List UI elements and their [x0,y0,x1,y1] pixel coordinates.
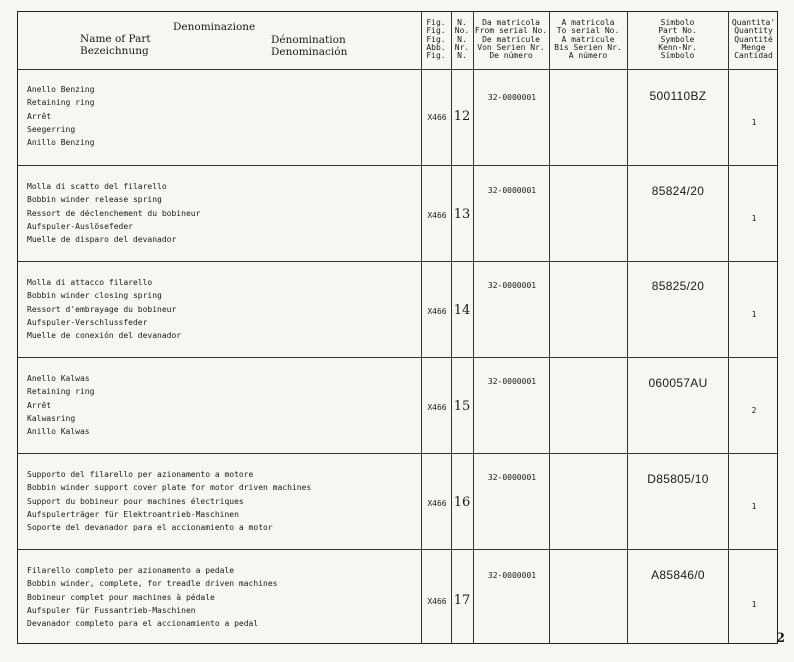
description-fr: Ressort d'embrayage du bobineur [27,304,177,314]
header-number: N. No. N. Nr. N. [454,18,470,61]
fig-ref: X466 [427,597,447,606]
item-number: 17 [453,593,471,608]
quantity: 1 [751,214,757,223]
description-it: Anello Benzing [27,85,95,94]
header-fig: Fig. Fig. Fig. Abb. Fig. [426,18,446,61]
description-de: Aufspulerträger für Elektroantrieb-Maschinen [27,509,239,519]
description-it: Molla di attacco filarello [27,278,153,287]
part-number: 060057AU [648,376,708,390]
part-description [27,83,94,149]
description-es: Muelle de disparo del devanador [27,235,177,245]
header-to-serial: A matricola To serial No. A matricule Bis Serien Nr. A número [554,18,622,61]
part-description [27,564,277,630]
page-number: 2 [776,631,786,646]
description-de: Aufspuler-Auslösefeder [27,221,133,231]
part-description [27,180,200,246]
description-en: Bobbin winder closing spring [27,291,162,301]
description-es: Anillo Kalwas [27,427,90,437]
header-title: Denominazione [173,21,256,33]
quantity: 1 [751,310,757,319]
description-it: Filarello completo per azionamento a pedale [27,566,235,575]
parts-table [17,11,778,644]
description-en: Retaining ring [27,387,95,397]
description-en: Bobbin winder support cover plate for motor driven machines [27,483,312,493]
item-number: 13 [453,207,471,222]
header-symbol: Simbolo Part No. Symbole Kenn-Nr. Símbolo [658,18,697,61]
quantity: 1 [751,600,757,609]
part-number: A85846/0 [651,568,705,582]
from-serial: 32-0000001 [487,93,537,102]
description-fr: Arrêt [27,111,52,121]
header-name-of-part: Name of Part [80,33,151,45]
description-es: Devanador completo para el accionamiento a pedal [27,619,259,629]
part-description [27,276,181,342]
row-divider [18,69,777,70]
description-fr: Support du bobineur pour machines électriques [27,496,244,506]
header-from-serial: Da matricola From serial No. De matricule Von Serien Nr. De número [474,18,548,61]
item-number: 16 [453,495,471,510]
part-number: 85824/20 [651,184,705,198]
header-quantity: Quantita' Quantity Quantité Menge Cantidad [731,18,776,61]
part-number: 85825/20 [651,279,705,293]
part-number: 500110BZ [649,89,707,103]
header-denomination-fr: Dénomination [271,34,346,46]
header-denominacion-es: Denominación [271,46,348,58]
item-number: 15 [453,399,471,414]
description-de: Seegerring [27,124,76,134]
from-serial: 32-0000001 [487,473,537,482]
fig-ref: X466 [427,211,447,220]
from-serial: 32-0000001 [487,571,537,580]
item-number: 12 [453,109,471,124]
from-serial: 32-0000001 [487,186,537,195]
description-it: Molla di scatto del filarello [27,182,167,191]
description-de: Aufspuler für Fussantrieb-Maschinen [27,605,196,615]
header-bezeichnung: Bezeichnung [80,45,149,57]
from-serial: 32-0000001 [487,377,537,386]
item-number: 14 [453,303,471,318]
description-en: Retaining ring [27,98,95,108]
description-it: Supporto del filarello per azionamento a motore [27,470,254,479]
row-divider [18,549,777,550]
part-description [27,372,94,438]
description-de: Kalwasring [27,413,76,423]
description-es: Soporte del devanador para el accionamiento a motor [27,523,273,533]
row-divider [18,453,777,454]
description-de: Aufspuler-Verschlussfeder [27,317,148,327]
row-divider [18,357,777,358]
row-divider [18,261,777,262]
part-description [27,468,311,534]
description-fr: Arrêt [27,400,52,410]
fig-ref: X466 [427,307,447,316]
description-en: Bobbin winder, complete, for treadle driven machines [27,579,278,589]
from-serial: 32-0000001 [487,281,537,290]
quantity: 1 [751,502,757,511]
description-es: Anillo Benzing [27,138,95,148]
quantity: 2 [751,406,757,415]
fig-ref: X466 [427,499,447,508]
description-it: Anello Kalwas [27,374,90,383]
description-en: Bobbin winder release spring [27,195,162,205]
description-fr: Ressort de déclenchement du bobineur [27,208,201,218]
fig-ref: X466 [427,113,447,122]
description-es: Muelle de conexión del devanador [27,331,182,341]
row-divider [18,165,777,166]
part-number: D85805/10 [647,472,709,486]
description-fr: Bobineur complet pour machines à pédale [27,592,215,602]
fig-ref: X466 [427,403,447,412]
quantity: 1 [751,118,757,127]
